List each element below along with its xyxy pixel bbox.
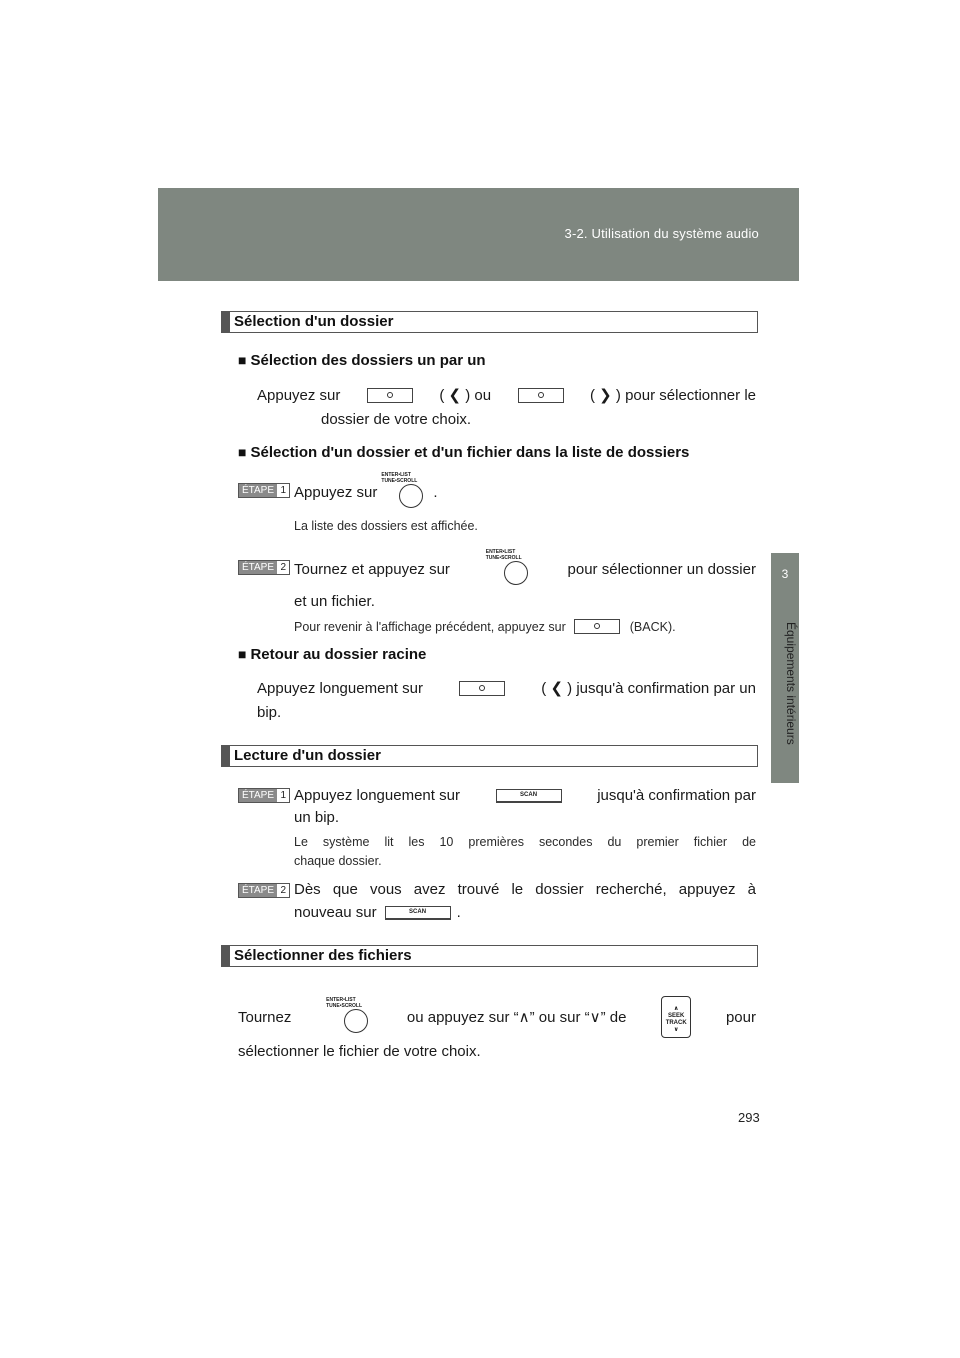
chapter-number: 3 bbox=[781, 567, 789, 581]
folder-down-button-icon bbox=[367, 388, 413, 403]
step-badge-2: ÉTAPE 2 bbox=[238, 883, 290, 898]
instruction-line: et un fichier. bbox=[294, 593, 375, 610]
instruction-line: un bip. bbox=[294, 809, 340, 826]
header-band bbox=[158, 188, 799, 281]
instruction-line: Appuyez sur ENTER•LIST TUNE•SCROLL . bbox=[294, 472, 438, 512]
subsection-one-by-one: ■ Sélection des dossiers un par un bbox=[238, 352, 486, 369]
note-text: La liste des dossiers est affichée. bbox=[294, 519, 478, 533]
subsection-folder-list: ■ Sélection d'un dossier et d'un fichier dans la liste de dossiers bbox=[238, 444, 690, 461]
note-text: Pour revenir à l'affichage précédent, appuyez sur (BACK). bbox=[294, 619, 676, 634]
instruction-line: Dès que vous avez trouvé le dossier recherché, appuyez à bbox=[294, 881, 756, 898]
scan-button-icon: SCAN bbox=[496, 789, 562, 803]
instruction-line: Tournez et appuyez sur ENTER•LIST TUNE•SCROLL pour sélectionner un dossier bbox=[294, 549, 756, 589]
instruction-line: nouveau sur SCAN . bbox=[294, 904, 461, 921]
scan-button-icon: SCAN bbox=[385, 906, 451, 920]
folder-down-button-icon bbox=[459, 681, 505, 696]
instruction-line: Appuyez longuement sur SCAN jusqu'à confirmation par bbox=[294, 787, 756, 804]
square-bullet-icon: ■ bbox=[238, 352, 247, 368]
enter-list-knob-icon: ENTER•LIST TUNE•SCROLL bbox=[326, 997, 372, 1037]
step-badge-2: ÉTAPE 2 bbox=[238, 560, 290, 575]
square-bullet-icon: ■ bbox=[238, 444, 247, 460]
subsection-root-folder: ■ Retour au dossier racine bbox=[238, 646, 427, 663]
step-badge-1: ÉTAPE 1 bbox=[238, 788, 290, 803]
section-title-folder-selection: Sélection d'un dossier bbox=[221, 311, 758, 333]
note-text: Le système lit les 10 premières secondes du premier fichier de bbox=[294, 835, 756, 849]
instruction-line: Appuyez sur ( ❮ ) ou ( ❯ ) pour sélectionner le bbox=[257, 386, 756, 404]
seek-track-button-icon: ∧ SEEK TRACK ∨ bbox=[661, 996, 691, 1038]
section-title-folder-playback: Lecture d'un dossier bbox=[221, 745, 758, 767]
enter-list-knob-icon: ENTER•LIST TUNE•SCROLL bbox=[381, 472, 427, 512]
chapter-label: Équipements intérieurs bbox=[784, 622, 798, 745]
section-title-file-selection: Sélectionner des fichiers bbox=[221, 945, 758, 967]
back-button-icon bbox=[574, 619, 620, 634]
step-badge-1: ÉTAPE 1 bbox=[238, 483, 290, 498]
instruction-line: bip. bbox=[257, 704, 282, 721]
instruction-line: Tournez ENTER•LIST TUNE•SCROLL ou appuyez sur “∧” ou sur “∨” de ∧ SEEK TRACK ∨ pour bbox=[238, 996, 756, 1038]
instruction-line: dossier de votre choix. bbox=[321, 411, 472, 428]
enter-list-knob-icon: ENTER•LIST TUNE•SCROLL bbox=[486, 549, 532, 589]
section-header-title: 3-2. Utilisation du système audio bbox=[564, 226, 759, 241]
note-text: chaque dossier. bbox=[294, 854, 382, 868]
instruction-line: sélectionner le fichier de votre choix. bbox=[238, 1043, 481, 1060]
page-number: 293 bbox=[738, 1110, 760, 1125]
folder-up-button-icon bbox=[518, 388, 564, 403]
square-bullet-icon: ■ bbox=[238, 646, 247, 662]
instruction-line: Appuyez longuement sur ( ❮ ) jusqu'à confirmation par un bbox=[257, 679, 756, 697]
